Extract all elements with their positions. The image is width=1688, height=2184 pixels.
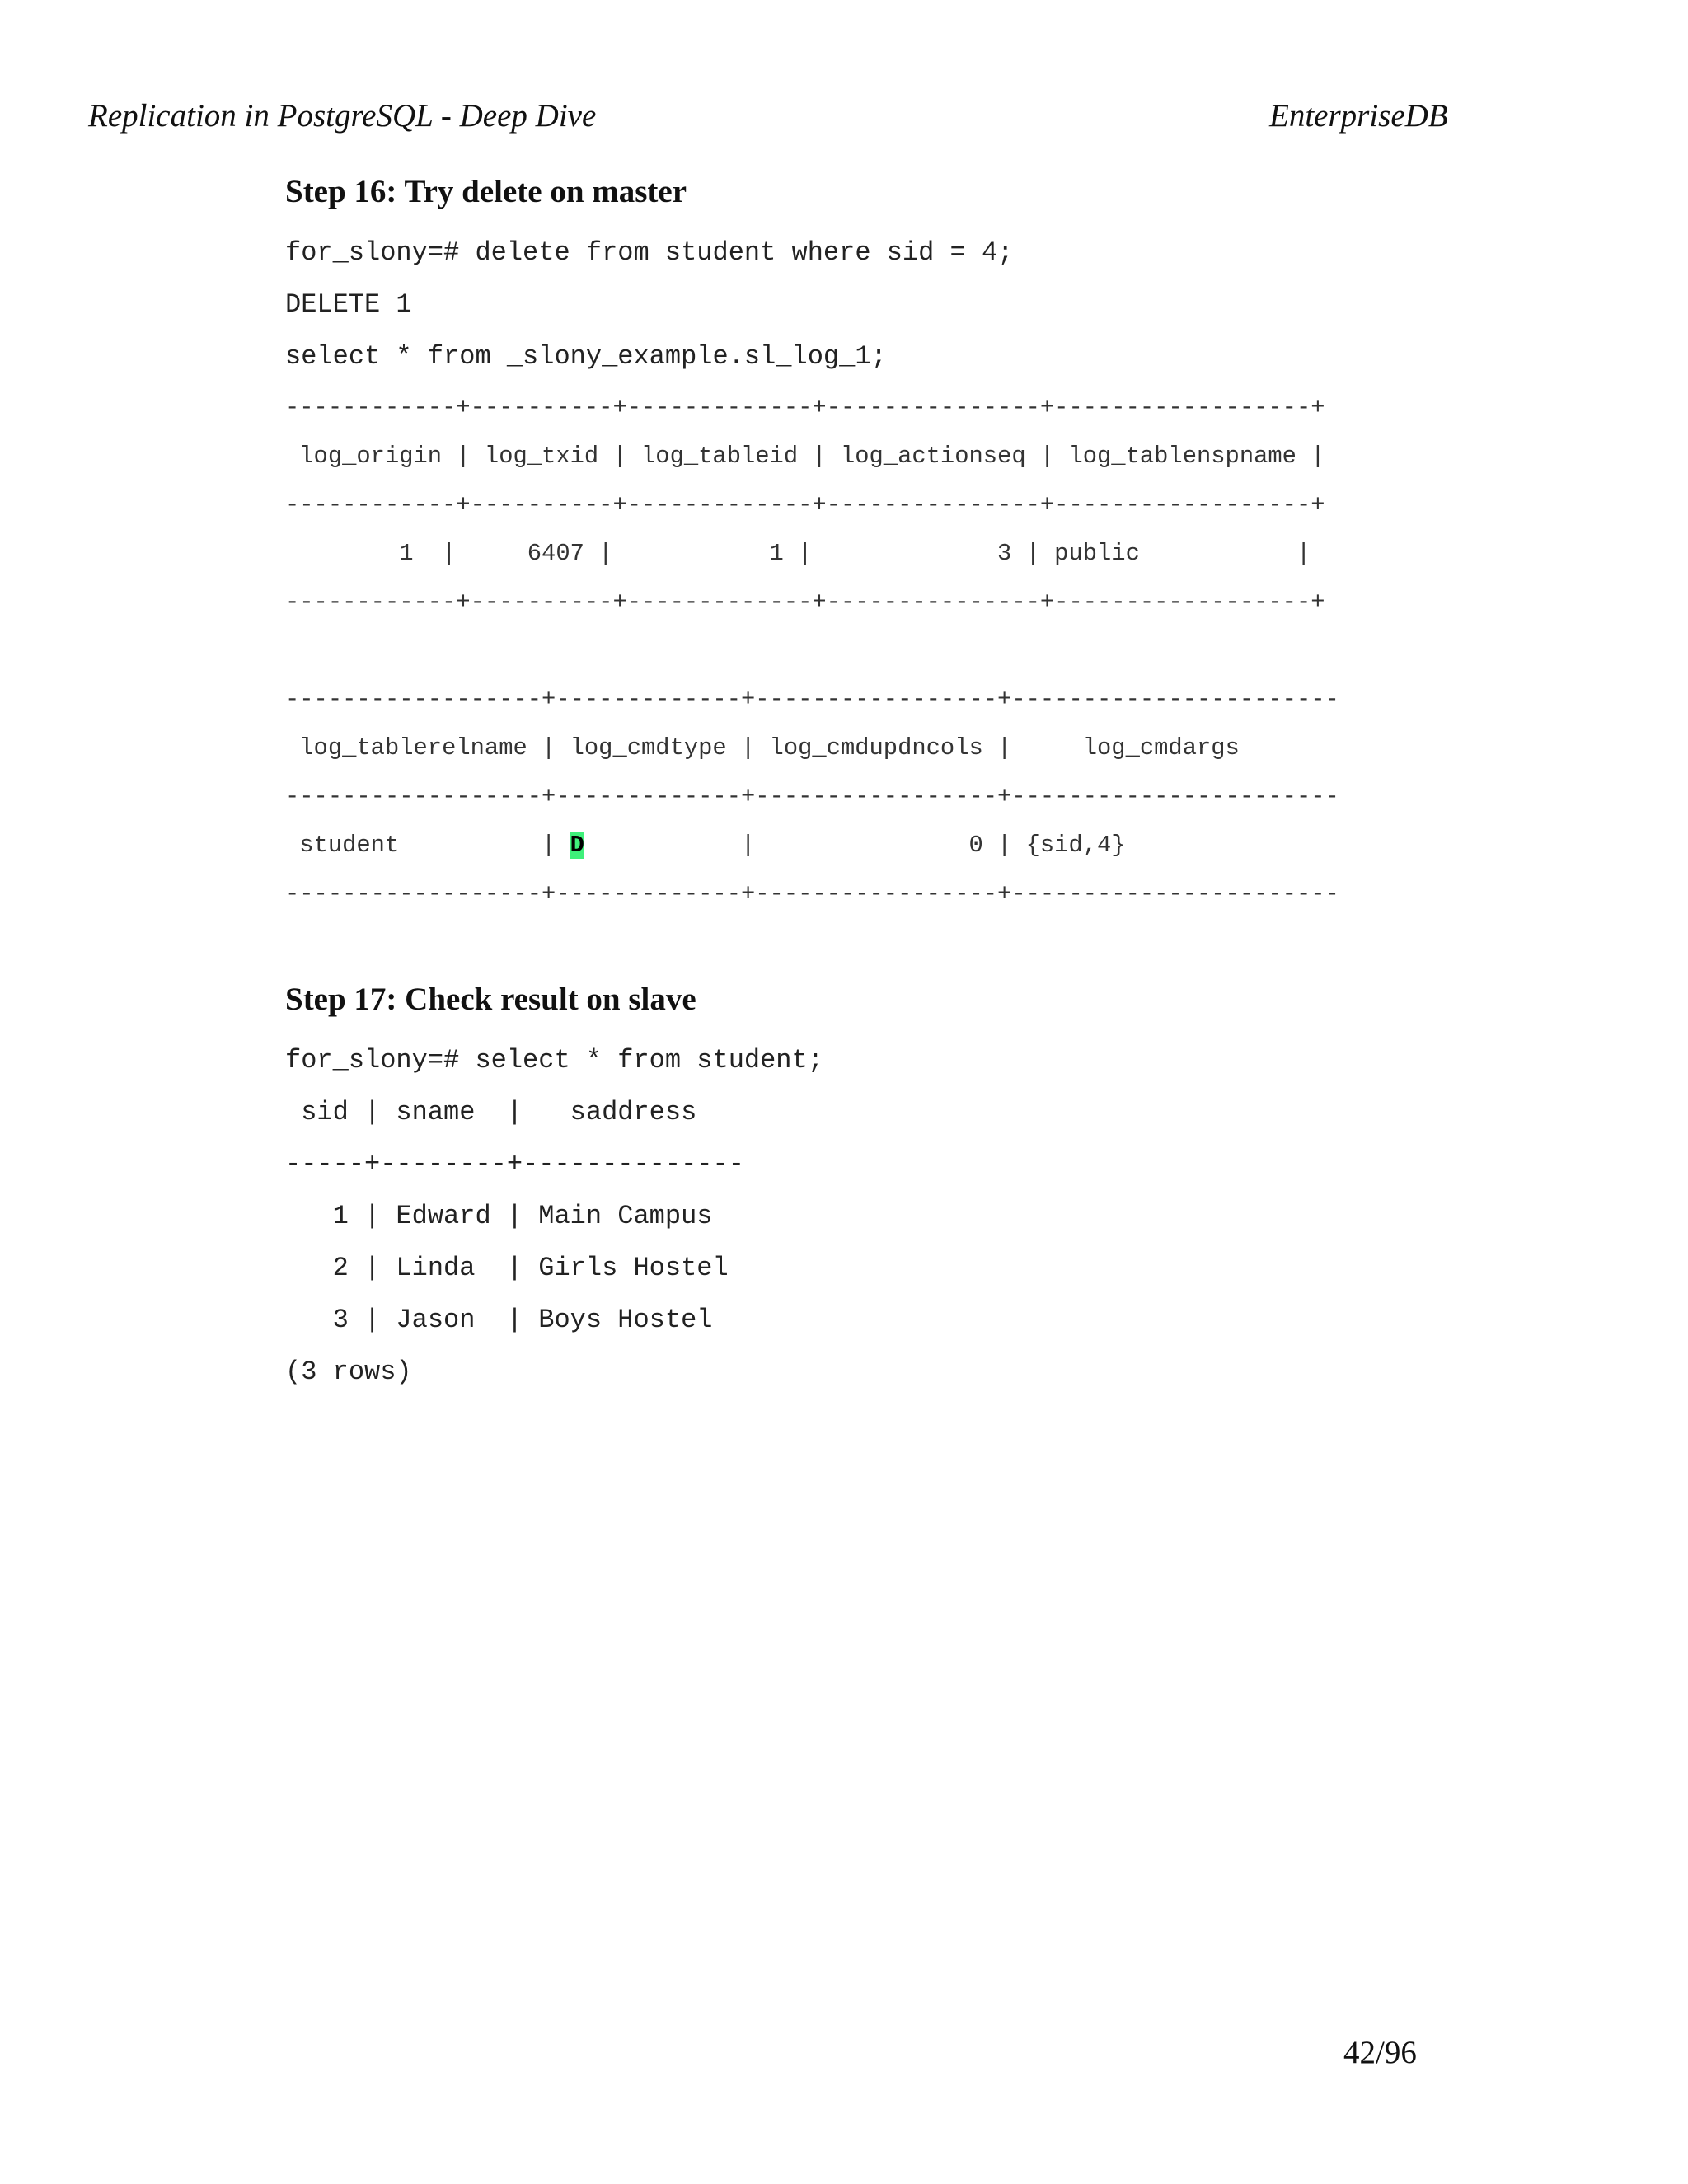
- log-table1-header: log_origin | log_txid | log_tableid | log_actionseq | log_tablenspname |: [285, 443, 1325, 470]
- log-table2-separator-top: ------------------+-------------+-----------------+-----------------------: [285, 686, 1339, 713]
- step17-heading: Step 17: Check result on slave: [285, 982, 696, 1017]
- delete-command: for_slony=# delete from student where sid = 4;: [285, 237, 1014, 268]
- highlighted-cmdtype: D: [570, 832, 584, 859]
- row-relname-cell: student |: [285, 832, 570, 859]
- student-table-row: 1 | Edward | Main Campus: [285, 1201, 713, 1231]
- page-number: 42/96: [1343, 2035, 1417, 2070]
- header-company: EnterpriseDB: [1269, 98, 1448, 134]
- log-table2-row: [285, 832, 1126, 859]
- select-log-command: select * from _slony_example.sl_log_1;: [285, 341, 887, 372]
- delete-result: DELETE 1: [285, 289, 412, 320]
- log-table1-separator-top: ------------+----------+-------------+---------------+------------------+: [285, 394, 1325, 421]
- log-table1-row: 1 | 6407 | 1 | 3 | public |: [285, 540, 1311, 567]
- student-table-row: 3 | Jason | Boys Hostel: [285, 1305, 713, 1335]
- select-student-command: for_slony=# select * from student;: [285, 1045, 823, 1076]
- header-title: Replication in PostgreSQL - Deep Dive: [88, 98, 597, 134]
- row-rest-cells: | 0 | {sid,4}: [584, 832, 1126, 859]
- log-table1-separator-mid: ------------+----------+-------------+---------------+------------------+: [285, 491, 1325, 518]
- student-table-header: sid | sname | saddress: [285, 1097, 697, 1127]
- student-table-separator: -----+--------+--------------: [285, 1149, 744, 1179]
- log-table1-separator-bottom: ------------+----------+-------------+---------------+------------------+: [285, 588, 1325, 616]
- log-table2-header: log_tablerelname | log_cmdtype | log_cmdupdncols | log_cmdargs: [285, 734, 1240, 762]
- student-table-row: 2 | Linda | Girls Hostel: [285, 1253, 729, 1283]
- log-table2-separator-mid: ------------------+-------------+-----------------+-----------------------: [285, 783, 1339, 810]
- row-count: (3 rows): [285, 1357, 412, 1387]
- log-table2-separator-bottom: ------------------+-------------+-----------------+-----------------------: [285, 880, 1339, 907]
- step16-heading: Step 16: Try delete on master: [285, 174, 687, 209]
